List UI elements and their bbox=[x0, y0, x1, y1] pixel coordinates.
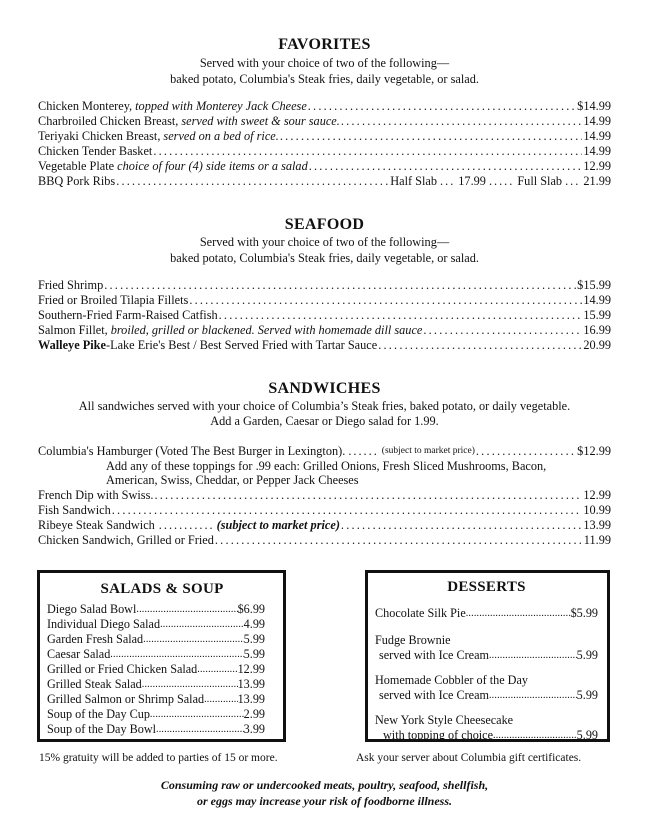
leader-dots bbox=[378, 338, 582, 353]
full-slab-price: 21.99 bbox=[583, 174, 611, 188]
gift-note: Ask your server about Columbia gift certificates. bbox=[356, 752, 582, 764]
menu-item-ribeye bbox=[38, 518, 611, 533]
food-warning: Consuming raw or undercooked meats, poultry, seafood, shellfish, bbox=[160, 778, 489, 792]
menu-item-ribs bbox=[38, 174, 611, 189]
leader-dots bbox=[160, 617, 244, 632]
menu-item bbox=[38, 278, 611, 293]
leader-dots bbox=[489, 648, 577, 663]
item-price: 14.99 bbox=[583, 114, 611, 128]
item-name: Chocolate Silk Pie bbox=[375, 606, 466, 620]
leader-dots bbox=[150, 707, 244, 722]
salad-item bbox=[47, 677, 265, 692]
item-price: $14.99 bbox=[577, 99, 611, 113]
item-price: 5.99 bbox=[243, 632, 265, 646]
seafood-title: SEAFOOD bbox=[284, 216, 365, 233]
salad-item bbox=[47, 692, 265, 707]
item-price: $6.99 bbox=[237, 602, 265, 616]
dessert-item-line2 bbox=[375, 728, 598, 743]
item-name: New York Style Cheesecake bbox=[375, 713, 514, 727]
item-name: BBQ Pork Ribs bbox=[38, 174, 116, 188]
full-slab-label: Full Slab bbox=[517, 174, 563, 188]
item-name-bold: Walleye Pike bbox=[38, 338, 106, 352]
item-price: 14.99 bbox=[583, 129, 611, 143]
sandwiches-subtitle: All sandwiches served with your choice of Columbia’s Steak fries, baked potato, or daily vegetable. bbox=[78, 399, 571, 413]
item-note: served on a bed of rice. bbox=[163, 129, 279, 143]
leader-dots bbox=[104, 278, 576, 293]
item-name: French Dip with Swiss. bbox=[38, 488, 154, 502]
item-name: Soup of the Day Bowl bbox=[47, 722, 157, 736]
item-note: topped with Monterey Jack Cheese bbox=[135, 99, 307, 113]
leader-dots bbox=[136, 602, 237, 617]
favorites-subtitle: Served with your choice of two of the following— bbox=[199, 56, 450, 70]
menu-item bbox=[38, 99, 611, 114]
leader-dots bbox=[489, 688, 577, 703]
leader-dots bbox=[116, 174, 389, 189]
toppings-text-2: American, Swiss, Cheddar, or Pepper Jack Cheeses bbox=[106, 473, 359, 487]
leader-dots bbox=[466, 606, 571, 621]
item-price: 13.99 bbox=[237, 692, 265, 706]
item-note: served with sweet & sour sauce. bbox=[181, 114, 340, 128]
item-name: Fried or Broiled Tilapia Fillets bbox=[38, 293, 189, 307]
item-price: 5.99 bbox=[576, 688, 598, 702]
item-price: 4.99 bbox=[243, 617, 265, 631]
leader-dots bbox=[341, 518, 582, 533]
menu-item bbox=[38, 114, 611, 129]
item-name: Caesar Salad bbox=[47, 647, 111, 661]
dessert-item-line1 bbox=[375, 633, 598, 648]
leader-dots bbox=[110, 647, 243, 662]
leader-dots bbox=[341, 114, 582, 129]
leader-dots bbox=[154, 488, 582, 503]
item-name: Individual Diego Salad bbox=[47, 617, 161, 631]
salad-item bbox=[47, 617, 265, 632]
menu-item bbox=[38, 488, 611, 503]
leader-dots bbox=[204, 692, 238, 707]
leader-dots bbox=[476, 444, 576, 459]
dessert-item-line1 bbox=[375, 713, 598, 728]
leader-dots bbox=[308, 99, 576, 114]
item-name: Chicken Sandwich, Grilled or Fried bbox=[38, 533, 214, 547]
item-price: 14.99 bbox=[583, 144, 611, 158]
leader-dots bbox=[423, 323, 582, 338]
leader-dots bbox=[112, 503, 583, 518]
leader-dots-short: ..... bbox=[488, 174, 515, 188]
food-warning-2: or eggs may increase your risk of foodborne illness. bbox=[197, 794, 452, 808]
item-name: Fish Sandwich bbox=[38, 503, 111, 517]
item-name: Columbia's Hamburger (Voted The Best Burger in Lexington). bbox=[38, 444, 346, 458]
leader-dots bbox=[142, 677, 238, 692]
item-price: 13.99 bbox=[583, 518, 611, 532]
leader-dots-short: ... bbox=[565, 174, 581, 188]
item-price: 12.99 bbox=[583, 159, 611, 173]
menu-item bbox=[38, 293, 611, 308]
item-name: Grilled Steak Salad bbox=[47, 677, 142, 691]
leader-dots bbox=[280, 129, 582, 144]
leader-dots bbox=[156, 722, 244, 737]
item-name: Grilled or Fried Chicken Salad bbox=[47, 662, 198, 676]
item-price: 5.99 bbox=[576, 728, 598, 742]
menu-item bbox=[38, 503, 611, 518]
item-note: served with Ice Cream bbox=[379, 648, 489, 662]
salad-item bbox=[47, 647, 265, 662]
item-price: 3.99 bbox=[243, 722, 265, 736]
item-price: 2.99 bbox=[243, 707, 265, 721]
item-note: (subject to market price) bbox=[381, 446, 475, 456]
salad-item bbox=[47, 662, 265, 677]
leader-dots bbox=[219, 308, 583, 323]
menu-item bbox=[38, 159, 611, 174]
item-name: Southern-Fried Farm-Raised Catfish bbox=[38, 308, 218, 322]
salad-item bbox=[47, 707, 265, 722]
desserts-box bbox=[365, 570, 610, 742]
leader-dots-short: ...... bbox=[348, 444, 379, 458]
item-name: Teriyaki Chicken Breast, bbox=[38, 129, 161, 143]
dessert-item bbox=[375, 606, 598, 621]
sandwiches-subtitle-2: Add a Garden, Caesar or Diego salad for 1.99. bbox=[210, 414, 439, 428]
dessert-item-line2 bbox=[375, 648, 598, 663]
leader-dots bbox=[143, 632, 244, 647]
half-slab-label: Half Slab bbox=[390, 174, 438, 188]
sandwiches-title: SANDWICHES bbox=[268, 380, 381, 397]
item-price: 12.99 bbox=[583, 488, 611, 502]
leader-dots bbox=[215, 533, 583, 548]
leader-dots bbox=[197, 662, 237, 677]
toppings-text: Add any of these toppings for .99 each: Grilled Onions, Fresh Sliced Mushrooms, Bacon, bbox=[106, 459, 547, 473]
item-name-rest: -Lake Erie's Best / Best Served Fried with Tartar Sauce bbox=[105, 338, 378, 352]
favorites-subtitle-2: baked potato, Columbia's Steak fries, daily vegetable, or salad. bbox=[170, 72, 479, 86]
favorites-title: FAVORITES bbox=[278, 36, 371, 53]
salad-item bbox=[47, 632, 265, 647]
item-price: $15.99 bbox=[577, 278, 611, 292]
salads-title: SALADS & SOUP bbox=[100, 581, 224, 597]
item-note: broiled, grilled or blackened. Served with homemade dill sauce bbox=[110, 323, 423, 337]
menu-item bbox=[38, 533, 611, 548]
leader-dots bbox=[153, 144, 582, 159]
item-name: Diego Salad Bowl bbox=[47, 602, 137, 616]
item-price: $5.99 bbox=[570, 606, 598, 620]
menu-item bbox=[38, 323, 611, 338]
leader-dots-short: ........... bbox=[158, 518, 215, 532]
dessert-item-line2 bbox=[375, 688, 598, 703]
item-name: Chicken Tender Basket bbox=[38, 144, 153, 158]
menu-item bbox=[38, 129, 611, 144]
menu-item-walleye bbox=[38, 338, 611, 353]
item-note: choice of four (4) side items or a salad bbox=[117, 159, 308, 173]
item-price: 5.99 bbox=[576, 648, 598, 662]
item-price: $12.99 bbox=[577, 444, 611, 458]
menu-item bbox=[38, 308, 611, 323]
item-price: 10.99 bbox=[583, 503, 611, 517]
leader-dots bbox=[189, 293, 582, 308]
item-name: Homemade Cobbler of the Day bbox=[375, 673, 528, 687]
dessert-item-line1 bbox=[375, 673, 598, 688]
item-name: Salmon Fillet, bbox=[38, 323, 108, 337]
item-note: served with Ice Cream bbox=[379, 688, 489, 702]
menu-item-hamburger bbox=[38, 444, 611, 459]
salads-box bbox=[37, 570, 286, 742]
item-name: Soup of the Day Cup bbox=[47, 707, 150, 721]
item-price: 15.99 bbox=[583, 308, 611, 322]
item-price: 11.99 bbox=[583, 533, 611, 547]
item-name: Grilled Salmon or Shrimp Salad bbox=[47, 692, 205, 706]
item-note: (subject to market price) bbox=[216, 518, 340, 532]
leader-dots bbox=[493, 728, 577, 743]
salad-item bbox=[47, 602, 265, 617]
item-price: 20.99 bbox=[583, 338, 611, 352]
item-price: 16.99 bbox=[583, 323, 611, 337]
item-name: Charbroiled Chicken Breast, bbox=[38, 114, 179, 128]
item-name: Chicken Monterey, bbox=[38, 99, 133, 113]
item-name: Fried Shrimp bbox=[38, 278, 104, 292]
half-slab-price: 17.99 bbox=[458, 174, 486, 188]
item-price: 12.99 bbox=[237, 662, 265, 676]
item-name: Garden Fresh Salad bbox=[47, 632, 144, 646]
salad-item bbox=[47, 722, 265, 737]
item-price: 5.99 bbox=[243, 647, 265, 661]
seafood-subtitle: Served with your choice of two of the following— bbox=[199, 235, 450, 249]
desserts-title: DESSERTS bbox=[447, 579, 526, 595]
item-price: 14.99 bbox=[583, 293, 611, 307]
leader-dots-short: ... bbox=[440, 174, 456, 188]
gratuity-note: 15% gratuity will be added to parties of 15 or more. bbox=[39, 752, 278, 764]
item-name: Ribeye Steak Sandwich bbox=[38, 518, 155, 532]
menu-item bbox=[38, 144, 611, 159]
leader-dots bbox=[309, 159, 583, 174]
seafood-subtitle-2: baked potato, Columbia's Steak fries, daily vegetable, or salad. bbox=[170, 251, 479, 265]
item-price: 13.99 bbox=[237, 677, 265, 691]
item-name: Fudge Brownie bbox=[375, 633, 451, 647]
item-note: with topping of choice bbox=[383, 728, 494, 742]
item-name: Vegetable Plate bbox=[38, 159, 115, 173]
